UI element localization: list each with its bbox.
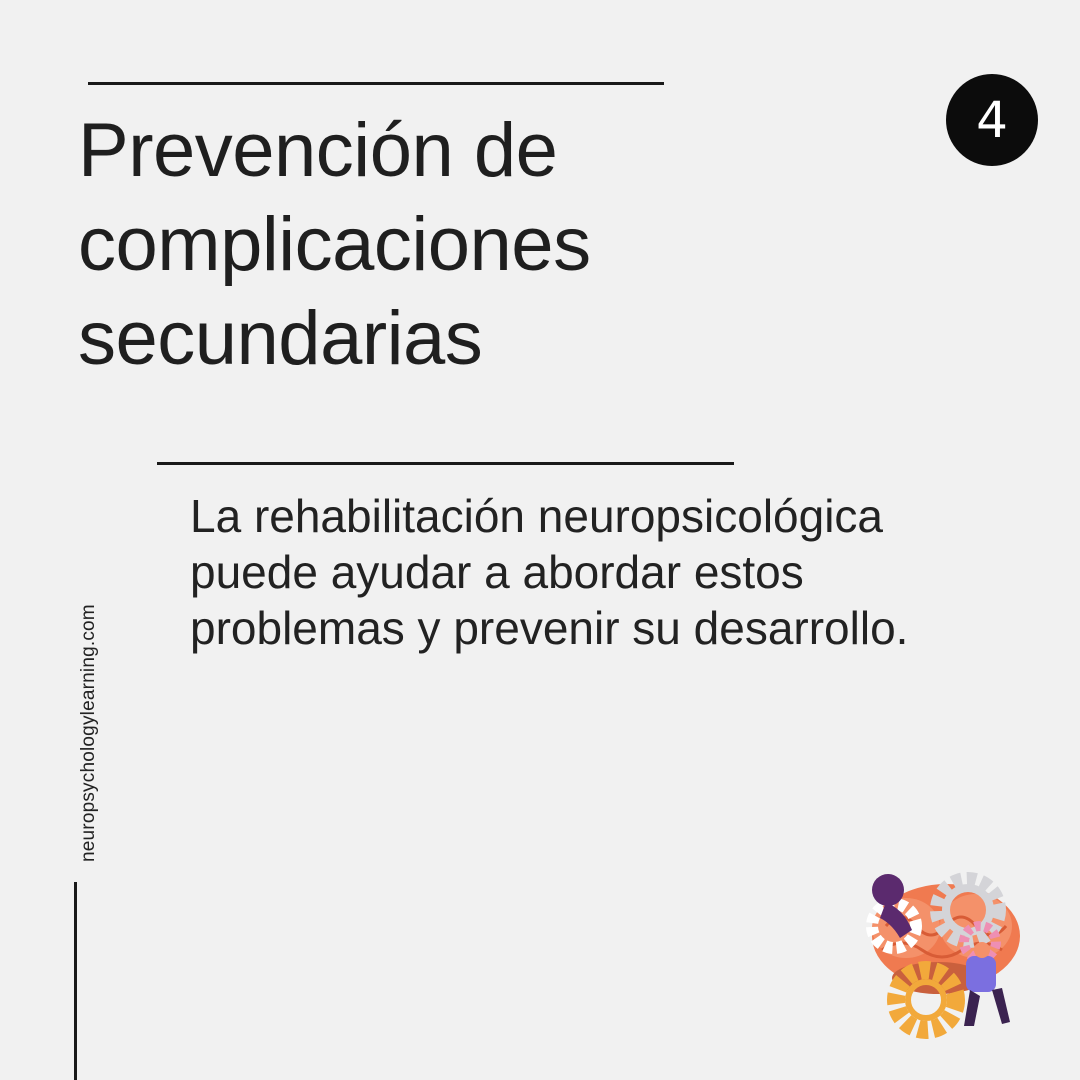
brain-gears-person-illustration — [846, 866, 1026, 1042]
page-number: 4 — [976, 91, 1008, 149]
body-line-1: La rehabilitación neuropsicológica — [190, 490, 884, 542]
side-divider — [74, 882, 77, 1080]
top-divider — [88, 82, 664, 85]
slide-body — [190, 488, 1050, 656]
title-line-2: complicaciones — [78, 202, 591, 287]
page-number-badge — [946, 74, 1038, 166]
body-line-3: problemas y prevenir su desarrollo. — [190, 602, 909, 654]
title-line-1: Prevención de — [78, 108, 558, 193]
website-label: neuropsychologylearning.com — [78, 604, 99, 862]
body-line-2: puede ayudar a abordar estos — [190, 546, 804, 598]
middle-divider — [157, 462, 734, 465]
slide-title — [78, 104, 838, 386]
title-line-3: secundarias — [78, 296, 483, 381]
